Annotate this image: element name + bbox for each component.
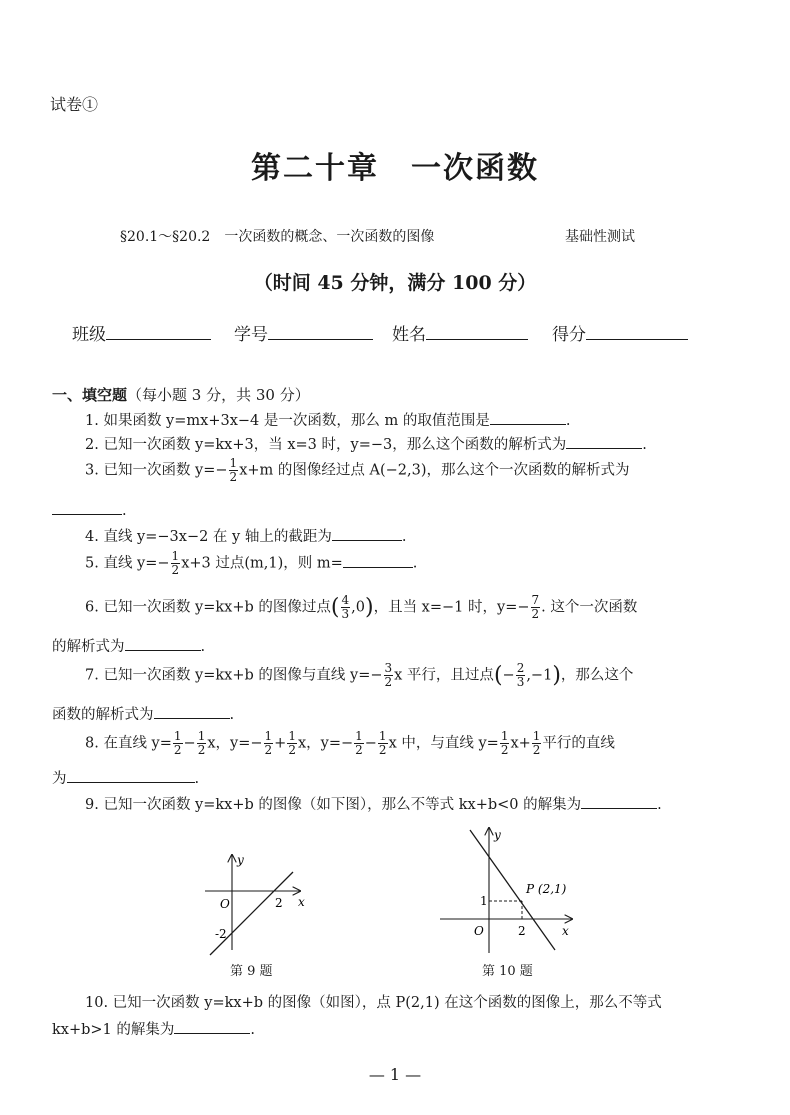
question-6-text-b: ,0 bbox=[351, 599, 365, 616]
fraction-one-half bbox=[287, 730, 297, 757]
fraction-denominator: 2 bbox=[288, 743, 296, 757]
question-7-text-a: 7. 已知一次函数 y=kx+b 的图像与直线 y=− bbox=[85, 667, 383, 684]
student-no-blank[interactable] bbox=[268, 323, 373, 340]
question-1: 1. 如果函数 y=mx+3x−4 是一次函数，那么 m 的取值范围是 . bbox=[85, 408, 570, 430]
fraction-numerator: 1 bbox=[532, 729, 541, 743]
class-blank[interactable] bbox=[106, 323, 211, 340]
answer-blank-9[interactable] bbox=[581, 792, 657, 809]
question-3-text-b: x+m 的图像经过点 A(−2,3)，那么这个一次函数的解析式为 bbox=[239, 462, 630, 479]
answer-blank-4[interactable] bbox=[332, 524, 402, 541]
question-7-text-e: ，那么这个 bbox=[560, 667, 634, 684]
fraction-two-thirds bbox=[516, 662, 526, 689]
name-field[interactable] bbox=[392, 320, 528, 345]
question-9: 9. 已知一次函数 y=kx+b 的图像（如下图），那么不等式 kx+b<0 的解集为 . bbox=[85, 792, 662, 814]
name-label: 姓名 bbox=[392, 325, 426, 345]
fraction-denominator: 2 bbox=[500, 743, 509, 757]
fraction-numerator: 1 bbox=[229, 456, 238, 470]
fraction-denominator: 2 bbox=[171, 563, 180, 577]
fraction-numerator: 1 bbox=[355, 729, 363, 743]
question-8-text-b: − bbox=[183, 735, 196, 752]
figure-10-graph bbox=[430, 825, 580, 965]
answer-blank-3[interactable] bbox=[52, 498, 122, 515]
page-number: — 1 — bbox=[368, 1065, 422, 1084]
question-8-text-h: x+ bbox=[510, 735, 531, 752]
question-2-text: 2. 已知一次函数 y=kx+3，当 x=3 时，y=−3，那么这个函数的解析式为 bbox=[85, 437, 567, 453]
fraction-one-half bbox=[173, 730, 183, 757]
figure-9-graph bbox=[195, 850, 315, 960]
question-7-text-d: ,−1 bbox=[526, 667, 553, 684]
score-label: 得分 bbox=[552, 325, 586, 345]
question-5-text-a: 5. 直线 y=− bbox=[85, 555, 170, 572]
class-field[interactable] bbox=[72, 320, 211, 345]
fig10-tick-x-label: 2 bbox=[518, 924, 526, 938]
section-one-note: （每小题 3 分，共 30 分） bbox=[127, 386, 310, 404]
score-blank[interactable] bbox=[586, 323, 688, 340]
figure-9-caption: 第 9 题 bbox=[230, 964, 273, 979]
question-8-text-d: + bbox=[274, 735, 287, 752]
fig9-function-line bbox=[210, 872, 293, 955]
answer-blank-8[interactable] bbox=[67, 766, 195, 783]
time-info: （时间 45 分钟，满分 100 分） bbox=[253, 272, 537, 294]
fraction-numerator: 1 bbox=[173, 729, 182, 743]
answer-blank-6[interactable] bbox=[125, 634, 201, 651]
question-6-text-d: . 这个一次函数 bbox=[541, 599, 638, 616]
section-one-title: 一、填空题 bbox=[52, 386, 128, 404]
answer-blank-2[interactable] bbox=[566, 432, 642, 449]
fraction-one-half bbox=[264, 730, 274, 757]
student-no-label: 学号 bbox=[234, 325, 268, 345]
fig10-y-label: y bbox=[494, 828, 501, 842]
fraction-denominator: 2 bbox=[531, 607, 540, 621]
question-10-answer-line: kx+b>1 的解集为 . bbox=[52, 1017, 255, 1039]
fraction-denominator: 2 bbox=[355, 743, 363, 757]
section-one-heading bbox=[52, 384, 310, 405]
student-no-field[interactable] bbox=[234, 320, 373, 345]
question-6-text-a: 6. 已知一次函数 y=kx+b 的图像过点 bbox=[85, 599, 331, 616]
question-8-text-f: − bbox=[364, 735, 377, 752]
question-3-text-a: 3. 已知一次函数 y=− bbox=[85, 462, 228, 479]
fraction-numerator: 1 bbox=[197, 729, 206, 743]
fraction-denominator: 3 bbox=[516, 675, 525, 689]
answer-blank-7[interactable] bbox=[154, 702, 230, 719]
question-5: 5. 直线 y=− $\frac{1}{2}$ x+3 过点(m,1)，则 m= . bbox=[85, 549, 418, 577]
fraction-numerator: 2 bbox=[516, 661, 525, 675]
question-4: 4. 直线 y=−3x−2 在 y 轴上的截距为 . bbox=[85, 524, 406, 546]
fraction-seven-halves bbox=[531, 594, 541, 621]
answer-blank-5[interactable] bbox=[343, 551, 413, 568]
question-7-answer-line: 函数的解析式为 . bbox=[52, 702, 234, 724]
class-label: 班级 bbox=[72, 325, 106, 345]
question-9-text: 9. 已知一次函数 y=kx+b 的图像（如下图），那么不等式 kx+b<0 的解集为 bbox=[85, 797, 582, 813]
fig10-point-label: P (2,1) bbox=[526, 882, 567, 896]
fraction-numerator: 1 bbox=[378, 729, 387, 743]
question-6-answer-line: 的解析式为 . bbox=[52, 634, 205, 656]
question-1-text: 1. 如果函数 y=mx+3x−4 是一次函数，那么 m 的取值范围是 bbox=[85, 413, 490, 429]
answer-blank-1[interactable] bbox=[490, 408, 566, 425]
fig10-origin-label: O bbox=[474, 924, 484, 938]
sections-subtitle: §20.1～§20.2 一次函数的概念、一次函数的图像 bbox=[120, 229, 435, 245]
question-8-text-c: x，y=− bbox=[207, 735, 263, 752]
fraction-numerator: 1 bbox=[500, 729, 509, 743]
fraction-one-half bbox=[378, 730, 388, 757]
fraction-denominator: 2 bbox=[173, 743, 182, 757]
question-8 bbox=[85, 730, 615, 757]
fraction-numerator: 3 bbox=[384, 661, 393, 675]
question-6: 6. 已知一次函数 y=kx+b 的图像过点( $\frac{4}{3}$ ,0)，且当 x=−1 时，y=− $\frac{7}{2}$ . 这个一次函数 bbox=[85, 593, 638, 621]
fraction-numerator: 4 bbox=[341, 593, 350, 607]
question-2: 2. 已知一次函数 y=kx+3，当 x=3 时，y=−3，那么这个函数的解析式为 . bbox=[85, 432, 647, 454]
fraction-denominator: 2 bbox=[532, 743, 541, 757]
question-5-text-b: x+3 过点(m,1)，则 m= bbox=[181, 555, 343, 572]
fraction-one-half bbox=[197, 730, 207, 757]
fraction-denominator: 2 bbox=[378, 743, 387, 757]
fraction-denominator: 2 bbox=[384, 675, 393, 689]
question-3 bbox=[85, 457, 629, 484]
fraction-three-halves bbox=[384, 662, 394, 689]
question-7-text-b: x 平行，且过点 bbox=[394, 667, 494, 684]
fraction-denominator: 2 bbox=[229, 470, 238, 484]
question-8-answer-line: 为 . bbox=[52, 766, 199, 788]
fig9-origin-label: O bbox=[220, 897, 230, 911]
question-7-text-f: 函数的解析式为 bbox=[52, 707, 154, 723]
fraction-denominator: 2 bbox=[197, 743, 206, 757]
figure-10-caption: 第 10 题 bbox=[482, 964, 533, 979]
question-8-text-e: x，y=− bbox=[297, 735, 354, 752]
chapter-title: 第二十章 一次函数 bbox=[251, 151, 539, 186]
fraction-numerator: 1 bbox=[264, 729, 273, 743]
question-8-text-a: 8. 在直线 y= bbox=[85, 735, 172, 752]
fraction-denominator: 3 bbox=[341, 607, 350, 621]
fig9-x-label: x bbox=[298, 895, 305, 909]
fraction-one-half bbox=[500, 730, 510, 757]
fraction-one-half bbox=[229, 457, 239, 484]
question-8-text-j: 为 bbox=[52, 771, 67, 787]
question-10-text-a: 10. 已知一次函数 y=kx+b 的图像（如图），点 P(2,1) 在这个函数的图像上，那么不等式 bbox=[85, 995, 662, 1011]
fraction-one-half bbox=[171, 550, 181, 577]
fig10-tick-y-label: 1 bbox=[480, 894, 488, 908]
fraction-four-thirds bbox=[341, 594, 351, 621]
question-6-text-c: ，且当 x=−1 时，y=− bbox=[373, 599, 530, 616]
question-4-text: 4. 直线 y=−3x−2 在 y 轴上的截距为 bbox=[85, 529, 332, 545]
fraction-one-half bbox=[354, 730, 364, 757]
fraction-numerator: 7 bbox=[531, 593, 540, 607]
question-7-text-c: − bbox=[502, 667, 515, 684]
fig9-y-intercept-label: -2 bbox=[215, 927, 227, 941]
test-type: 基础性测试 bbox=[565, 229, 635, 245]
name-blank[interactable] bbox=[426, 323, 528, 340]
question-10-text-b: kx+b>1 的解集为 bbox=[52, 1022, 175, 1038]
score-field[interactable] bbox=[552, 320, 688, 345]
paper-label: 试卷① bbox=[50, 95, 99, 114]
fraction-numerator: 1 bbox=[288, 729, 296, 743]
question-3-answer-line: . bbox=[52, 498, 127, 519]
question-7: 7. 已知一次函数 y=kx+b 的图像与直线 y=− $\frac{3}{2}$ x 平行，且过点(− $\frac{2}{3}$ ,−1)，那么这个 bbox=[85, 661, 634, 689]
question-8-text-g: x 中，与直线 y= bbox=[388, 735, 499, 752]
question-10 bbox=[85, 991, 662, 1012]
fig9-x-intercept-label: 2 bbox=[275, 896, 283, 910]
fig10-x-label: x bbox=[562, 924, 569, 938]
question-6-text-e: 的解析式为 bbox=[52, 639, 125, 655]
answer-blank-10[interactable] bbox=[174, 1017, 250, 1034]
fraction-numerator: 1 bbox=[171, 549, 180, 563]
question-8-text-i: 平行的直线 bbox=[542, 735, 615, 752]
fraction-denominator: 2 bbox=[264, 743, 273, 757]
fraction-one-half bbox=[532, 730, 542, 757]
fig9-y-label: y bbox=[237, 853, 244, 867]
